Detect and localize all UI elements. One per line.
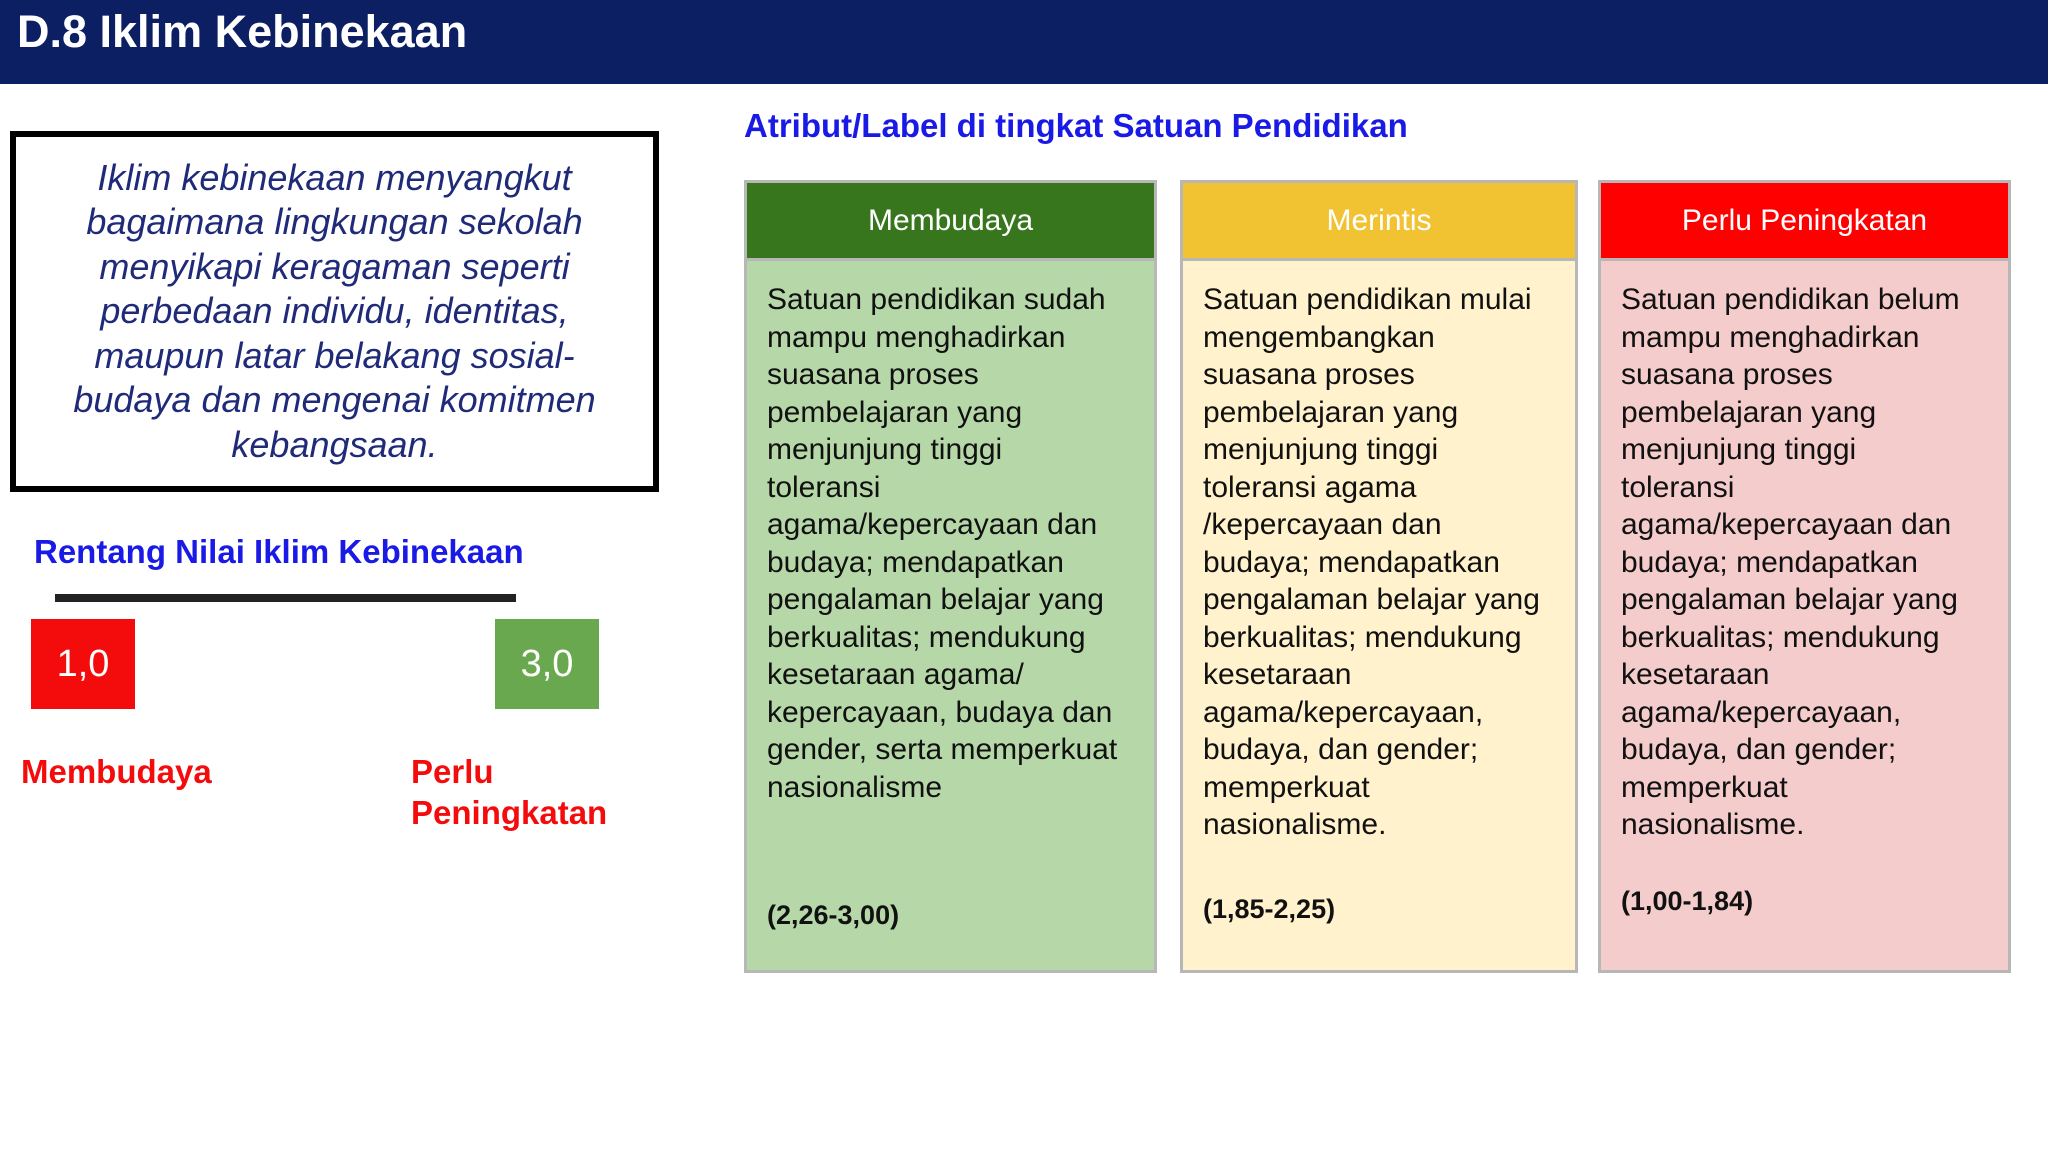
- definition-box: [10, 131, 659, 492]
- title-bar: [0, 0, 2048, 84]
- card-merintis-range: (1,85-2,25): [1203, 894, 1336, 924]
- card-membudaya: [744, 180, 1157, 973]
- card-merintis-header: Merintis: [1183, 183, 1575, 261]
- range-min-label: Membudaya: [21, 753, 212, 790]
- card-perlu-peningkatan: [1598, 180, 2011, 973]
- range-min-value: 1,0: [31, 619, 135, 709]
- range-heading: Rentang Nilai Iklim Kebinekaan: [34, 533, 524, 570]
- range-max-label: Perlu Peningkatan: [411, 753, 608, 831]
- card-membudaya-range: (2,26-3,00): [767, 900, 900, 930]
- card-membudaya-header: Membudaya: [747, 183, 1154, 261]
- range-line: [55, 594, 516, 602]
- card-perlu-peningkatan-body: [1601, 261, 2008, 970]
- range-max-value: 3,0: [495, 619, 599, 709]
- card-membudaya-description: Satuan pendidikan sudah mampu menghadirkan suasana proses pembelajaran yang menjunjung tinggi toleransi agama/kepercayaan dan budaya; mendapatkan pengalaman belajar yang berkualitas; mendukung kesetaraan agama/ kepercayaan, budaya dan gender, serta memperkuat nasionalisme: [767, 283, 1118, 804]
- card-merintis-description: Satuan pendidikan mulai mengembangkan suasana proses pembelajaran yang menjunjung tinggi toleransi agama /kepercayaan dan budaya; mendapatkan pengalaman belajar yang berkualitas; mendukung kesetaraan agama/kepercayaan, budaya, dan gender; memperkuat nasionalisme.: [1203, 283, 1540, 841]
- card-perlu-peningkatan-range: (1,00-1,84): [1621, 886, 1754, 916]
- card-membudaya-body: [747, 261, 1154, 970]
- definition-text: Iklim kebinekaan menyangkut bagaimana lingkungan sekolah menyikapi keragaman seperti perbedaan individu, identitas, maupun latar belakang sosial-budaya dan mengenai komitmen kebangsaan.: [73, 156, 596, 465]
- attributes-heading: Atribut/Label di tingkat Satuan Pendidikan: [744, 107, 1408, 144]
- card-merintis: [1180, 180, 1578, 973]
- card-perlu-peningkatan-description: Satuan pendidikan belum mampu menghadirkan suasana proses pembelajaran yang menjunjung tinggi toleransi agama/kepercayaan dan budaya; mendapatkan pengalaman belajar yang berkualitas; mendukung kesetaraan agama/kepercayaan, budaya, dan gender; memperkuat nasionalisme.: [1621, 283, 1960, 841]
- card-merintis-body: [1183, 261, 1575, 970]
- card-perlu-peningkatan-header: Perlu Peningkatan: [1601, 183, 2008, 261]
- page-title: D.8 Iklim Kebinekaan: [17, 6, 468, 57]
